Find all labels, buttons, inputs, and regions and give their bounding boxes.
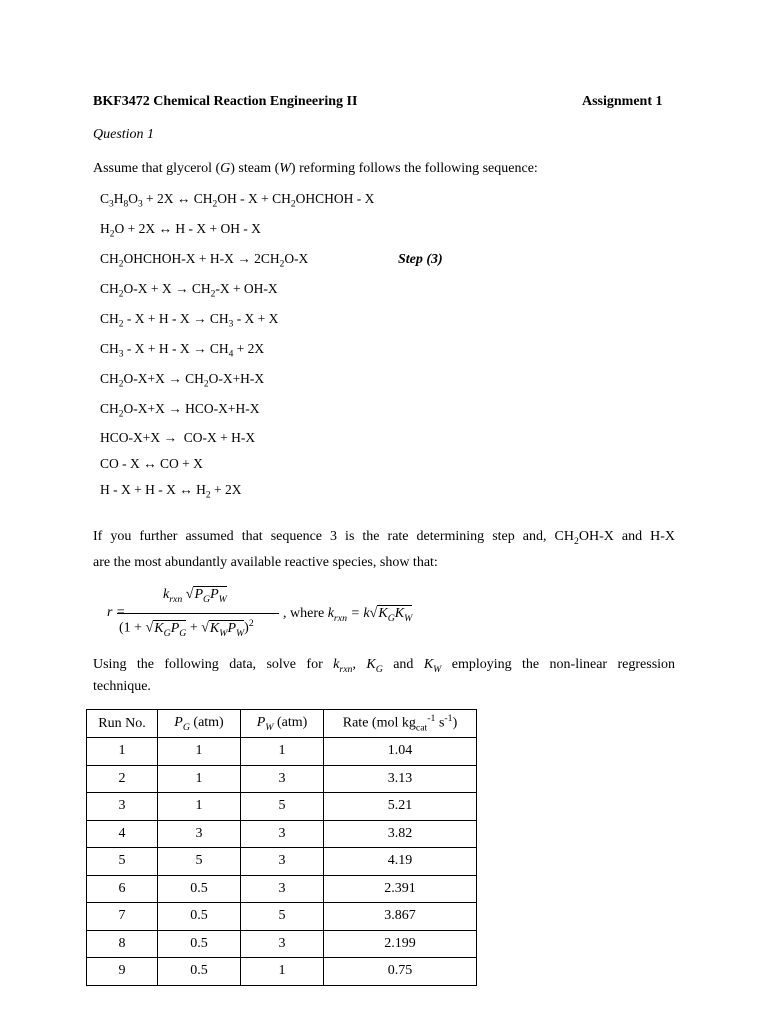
table-row: [87, 820, 477, 848]
table-row: [87, 738, 477, 766]
question-title: Question 1: [93, 127, 155, 142]
cell-pw: 3: [241, 875, 324, 903]
cell-run: 1: [87, 738, 158, 766]
reaction-3: $CH_2OHCHOH-X + H-X \to 2CH_2O-X$: [100, 251, 309, 270]
cell-pg: 0.5: [158, 903, 241, 931]
course-title: BKF3472 Chemical Reaction Engineering II: [93, 94, 358, 109]
cell-pw: 3: [241, 930, 324, 958]
cell-rate: 5.21: [324, 793, 477, 821]
cell-run: 7: [87, 903, 158, 931]
reaction-11: H - X + H - X ↔ $H_2 + 2X$: [100, 482, 242, 501]
cell-pg: 1: [158, 765, 241, 793]
cell-rate: 2.199: [324, 930, 477, 958]
cell-pg: 1: [158, 793, 241, 821]
cell-pw: 3: [241, 848, 324, 876]
cell-run: 9: [87, 958, 158, 986]
cell-rate: 4.19: [324, 848, 477, 876]
rate-denominator: $(1 + √K_GP_G + √K_WP_W)^2$: [119, 618, 254, 639]
reaction-1: $C_3H_8O_3 + 2X$ ↔ $CH_2OH$ - $X + CH_2OHCHOH - X$: [100, 191, 375, 210]
table-row: [87, 848, 477, 876]
cell-rate: 3.13: [324, 765, 477, 793]
rate-numerator: $k_{rxn}$ $√P_GP_W$: [163, 587, 227, 605]
where-clause: , where $k_{rxn} = k√K_GK_W$: [283, 606, 413, 624]
reaction-7: $CH_2O-X+X \to CH_2O-X+H-X$: [100, 371, 265, 390]
cell-pw: 3: [241, 765, 324, 793]
table-row: [87, 765, 477, 793]
cell-rate: 3.867: [324, 903, 477, 931]
cell-pg: 5: [158, 848, 241, 876]
cell-pw: 5: [241, 793, 324, 821]
cell-pw: 3: [241, 820, 324, 848]
header-run-no: Run No.: [87, 710, 158, 738]
cell-rate: 3.82: [324, 820, 477, 848]
table-row: [87, 875, 477, 903]
cell-run: 3: [87, 793, 158, 821]
assignment-label: Assignment 1: [582, 94, 663, 109]
cell-pg: 0.5: [158, 958, 241, 986]
reaction-5: $CH_2 - X + H - X \to CH_3 - X + X$: [100, 311, 279, 330]
cell-run: 6: [87, 875, 158, 903]
intro-paragraph: Assume that glycerol (G) steam (W) reforming follows the following sequence:: [93, 161, 538, 176]
cell-pw: 1: [241, 738, 324, 766]
reaction-9: HCO-X+X → CO-X + H-X: [100, 430, 256, 445]
cell-pg: 0.5: [158, 875, 241, 903]
cell-run: 8: [87, 930, 158, 958]
rds-paragraph-line1: If you further assumed that sequence 3 is the rate determining step and, $CH_2OH-X$ and H-X: [93, 529, 675, 547]
data-paragraph-line2: technique.: [93, 679, 151, 694]
reaction-2: $H_2O + 2X$ ↔ H - X + OH - X: [100, 221, 261, 240]
data-table: [86, 709, 477, 986]
header-pw: $P_W$ (atm): [241, 710, 324, 738]
cell-pw: 1: [241, 958, 324, 986]
table-row: [87, 793, 477, 821]
cell-pw: 5: [241, 903, 324, 931]
reaction-4: $CH_2O-X + X \to CH_2-X + OH-X$: [100, 281, 278, 300]
rds-paragraph-line2: are the most abundantly available reactive species, show that:: [93, 555, 438, 570]
cell-pg: 1: [158, 738, 241, 766]
reaction-8: $CH_2O-X+X \to HCO-X+H-X$: [100, 401, 260, 420]
header-rate: Rate (mol $kg_{cat}^{-1}$ $s^{-1}$): [324, 710, 477, 738]
table-header-row: [87, 710, 477, 738]
cell-run: 5: [87, 848, 158, 876]
cell-rate: 2.391: [324, 875, 477, 903]
data-paragraph-line1: Using the following data, solve for $k_{rxn}$, $K_G$ and $K_W$ employing the non-linear regression: [93, 657, 676, 675]
cell-pg: 0.5: [158, 930, 241, 958]
header-pg: $P_G$ (atm): [158, 710, 241, 738]
cell-rate: 1.04: [324, 738, 477, 766]
cell-run: 4: [87, 820, 158, 848]
cell-pg: 3: [158, 820, 241, 848]
reaction-6: $CH_3 - X + H - X \to CH_4 + 2X$: [100, 341, 265, 360]
cell-rate: 0.75: [324, 958, 477, 986]
step-3-label: Step (3): [398, 252, 443, 267]
table-row: [87, 930, 477, 958]
rate-equation: r = $k_{rxn}$ $√P_GP_W$ $(1 + √K_GP_G + √K_WP_W)^2$ , where $k_{rxn} = k√K_GK_W$: [107, 587, 413, 639]
table-row: [87, 903, 477, 931]
table-row: [87, 958, 477, 986]
cell-run: 2: [87, 765, 158, 793]
reaction-10: CO - X ↔ CO + X: [100, 456, 203, 471]
fraction-bar: [117, 613, 279, 614]
